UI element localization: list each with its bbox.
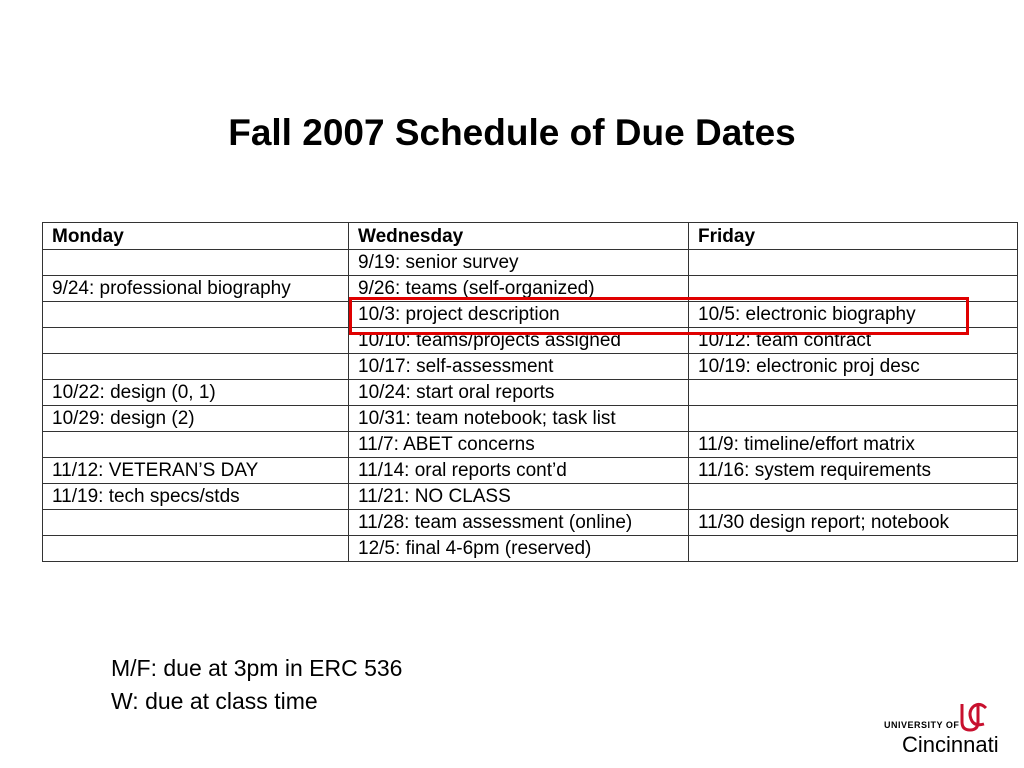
note-mf: M/F: due at 3pm in ERC 536: [111, 655, 403, 681]
cell-friday: [689, 250, 1018, 276]
cell-friday: 10/19: electronic proj desc: [689, 354, 1018, 380]
table-row: [43, 432, 1018, 458]
cell-monday: 9/24: professional biography: [43, 276, 349, 302]
table-row: [43, 484, 1018, 510]
highlight-box: [349, 297, 969, 335]
cell-monday: [43, 250, 349, 276]
cell-wednesday: 9/19: senior survey: [349, 250, 689, 276]
header-friday: Friday: [689, 223, 1018, 250]
cell-monday: [43, 432, 349, 458]
cell-friday: [689, 380, 1018, 406]
cell-friday: 11/30 design report; notebook: [689, 510, 1018, 536]
cell-wednesday: 11/7: ABET concerns: [349, 432, 689, 458]
page-title: Fall 2007 Schedule of Due Dates: [228, 112, 796, 153]
cell-monday: 11/12: VETERAN’S DAY: [43, 458, 349, 484]
cell-monday: [43, 302, 349, 328]
cell-friday: 10/5: electronic biography: [689, 302, 1018, 328]
header-wednesday: Wednesday: [349, 223, 689, 250]
cell-friday: [689, 484, 1018, 510]
cell-wednesday: 10/17: self-assessment: [349, 354, 689, 380]
schedule-table: [42, 222, 1018, 562]
table-row: [43, 536, 1018, 562]
logo-prefix: UNIVERSITY OF: [884, 720, 960, 730]
cell-wednesday: 11/14: oral reports cont’d: [349, 458, 689, 484]
cell-monday: [43, 510, 349, 536]
table-row: [43, 406, 1018, 432]
table-row: [43, 510, 1018, 536]
cell-monday: [43, 354, 349, 380]
cell-friday: 11/16: system requirements: [689, 458, 1018, 484]
note-w: W: due at class time: [111, 688, 318, 714]
table-row: [43, 354, 1018, 380]
logo-name: Cincinnati: [902, 732, 999, 757]
cell-wednesday: 10/10: teams/projects assigned: [349, 328, 689, 354]
cell-monday: 11/19: tech specs/stds: [43, 484, 349, 510]
cell-wednesday: 10/24: start oral reports: [349, 380, 689, 406]
cell-friday: [689, 536, 1018, 562]
notes: [111, 652, 402, 718]
university-logo: [882, 700, 1012, 758]
cell-wednesday: 11/28: team assessment (online): [349, 510, 689, 536]
table-row: [43, 380, 1018, 406]
cell-wednesday: 10/3: project description: [349, 302, 689, 328]
cell-wednesday: 11/21: NO CLASS: [349, 484, 689, 510]
cell-monday: 10/22: design (0, 1): [43, 380, 349, 406]
cell-friday: [689, 406, 1018, 432]
table-header-row: [43, 223, 1018, 250]
table-row: [43, 250, 1018, 276]
cell-monday: [43, 536, 349, 562]
cell-wednesday: 9/26: teams (self-organized): [349, 276, 689, 302]
cell-monday: 10/29: design (2): [43, 406, 349, 432]
header-monday: Monday: [43, 223, 349, 250]
table-row: [43, 458, 1018, 484]
cell-friday: 10/12: team contract: [689, 328, 1018, 354]
cell-monday: [43, 328, 349, 354]
uc-mark-icon: [958, 700, 990, 734]
cell-wednesday: 10/31: team notebook; task list: [349, 406, 689, 432]
cell-friday: 11/9: timeline/effort matrix: [689, 432, 1018, 458]
cell-wednesday: 12/5: final 4-6pm (reserved): [349, 536, 689, 562]
